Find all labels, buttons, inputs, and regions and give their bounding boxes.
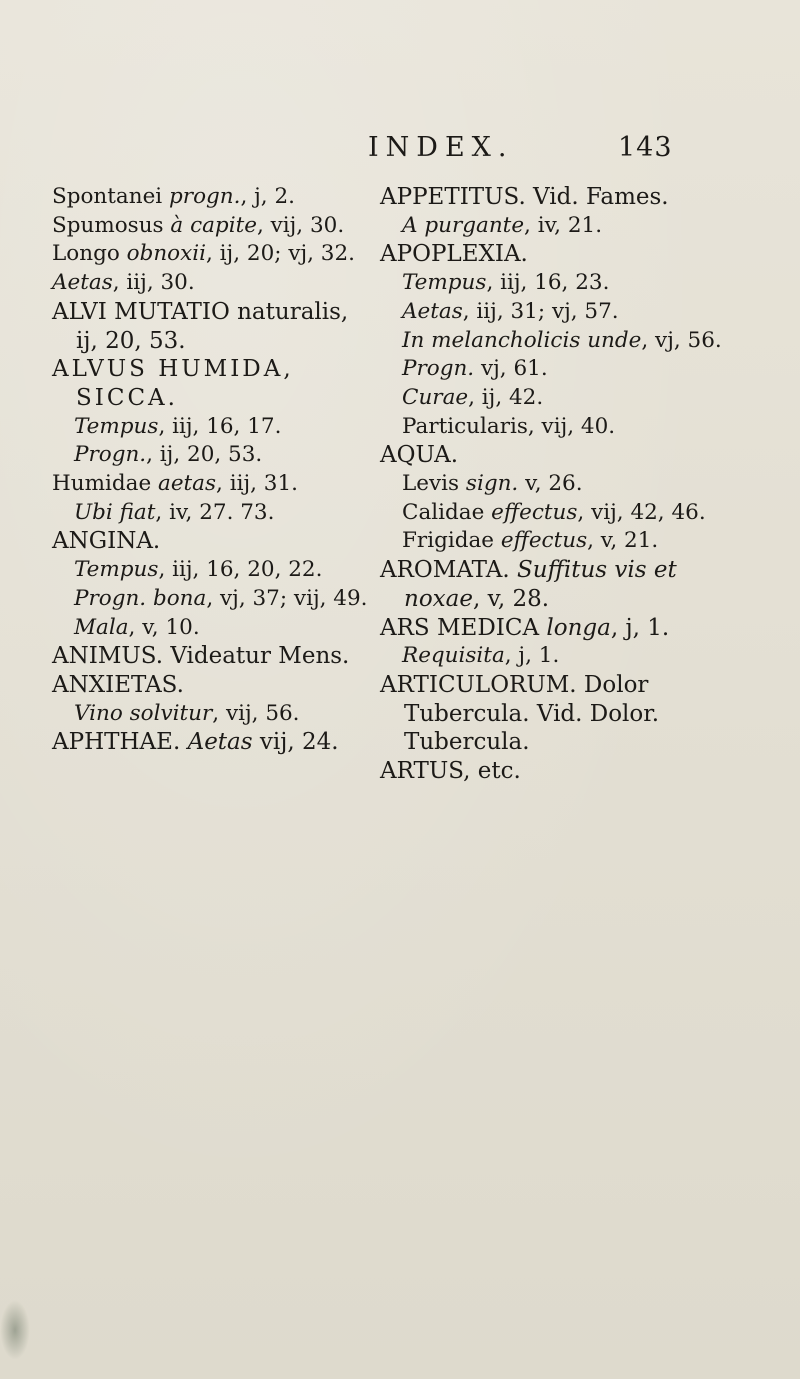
italic-term: sign. <box>465 471 519 497</box>
entry-text: Humidae <box>52 471 158 497</box>
entry-text: Particularis, vij, 40. <box>402 413 616 439</box>
entry-text: , ij, 42. <box>468 384 544 410</box>
entry-text: AROMATA. <box>380 557 518 584</box>
index-subentry <box>52 240 372 269</box>
italic-term: Requisita <box>402 643 505 669</box>
index-heading-entry <box>380 183 760 212</box>
italic-term: progn. <box>169 184 241 209</box>
index-subentry <box>52 441 372 470</box>
index-subentry <box>380 384 760 413</box>
index-heading-entry <box>52 671 372 700</box>
entry-text: , iij, 31; vj, 57. <box>462 298 619 324</box>
entry-text: , vij, 42, 46. <box>577 499 706 525</box>
italic-term: Aetas <box>402 298 463 324</box>
italic-term: à capite <box>170 212 257 238</box>
index-subentry <box>380 413 760 442</box>
italic-term: Tempus <box>402 270 487 296</box>
entry-text: Spontanei <box>52 184 170 209</box>
entry-text: v, 26. <box>518 471 583 497</box>
entry-text: , iij, 16, 17. <box>158 413 282 439</box>
index-heading-entry <box>380 556 760 613</box>
index-heading-entry <box>52 642 372 671</box>
index-subentry <box>380 527 760 556</box>
italic-term: Progn. <box>74 442 147 468</box>
italic-term: A purgante <box>402 212 525 238</box>
entry-text: , iv, 27. 73. <box>155 499 275 525</box>
italic-term: In melancholicis unde <box>402 327 642 353</box>
italic-term: effectus <box>491 499 578 525</box>
left-index-column <box>52 183 372 757</box>
entry-text: , iv, 21. <box>524 212 603 238</box>
page-number: 143 <box>618 132 673 163</box>
index-heading-entry <box>52 728 372 757</box>
index-subentry <box>52 499 372 528</box>
entry-text: , v, 10. <box>128 614 200 640</box>
entry-text: vj, 61. <box>474 356 548 382</box>
italic-term: longa <box>546 614 611 641</box>
italic-term: Aetas <box>52 270 113 296</box>
index-subentry <box>380 269 760 298</box>
entry-text: APPETITUS. Vid. Fames. <box>380 184 669 210</box>
entry-text: , iij, 16, 20, 22. <box>158 557 323 583</box>
italic-term: obnoxii <box>126 241 207 267</box>
index-subentry <box>380 212 760 241</box>
index-heading-entry <box>52 298 372 355</box>
italic-term: aetas <box>158 471 217 497</box>
entry-text: , vj, 37; vij, 49. <box>206 585 368 611</box>
entry-text: ARTICULORUM. Dolor Tubercula. Vid. Dolor. Tubercula. <box>380 671 660 756</box>
entry-text: , j, 2. <box>240 184 295 209</box>
index-subentry <box>52 585 372 614</box>
entry-text: , j, 1. <box>610 614 670 641</box>
entry-text: Calidae <box>402 499 492 525</box>
index-heading-entry <box>52 355 372 412</box>
index-subentry <box>380 298 760 327</box>
index-subentry <box>380 355 760 384</box>
italic-term: Aetas <box>187 729 253 756</box>
entry-text: ANXIETAS. <box>52 671 184 698</box>
index-heading-entry <box>380 240 760 269</box>
italic-term: Tempus <box>74 557 159 583</box>
index-subentry <box>380 642 760 671</box>
entry-text: , ij, 20, 53. <box>146 442 263 468</box>
index-heading-entry <box>380 614 760 643</box>
italic-term: Tempus <box>74 413 159 439</box>
entry-text: ARS MEDICA <box>380 614 547 641</box>
entry-text: APHTHAE. <box>52 729 188 756</box>
index-subentry <box>380 499 760 528</box>
entry-text: ANGINA. <box>52 528 161 555</box>
entry-text: , v, 21. <box>587 528 659 554</box>
index-subentry <box>52 183 372 212</box>
index-subentry <box>52 556 372 585</box>
index-subentry <box>52 700 372 729</box>
entry-text: Frigidae <box>402 528 501 554</box>
italic-term: Mala <box>74 614 129 640</box>
index-title: INDEX. <box>368 132 514 163</box>
italic-term: Progn. bona <box>74 585 207 611</box>
index-subentry <box>52 470 372 499</box>
index-subentry <box>52 212 372 241</box>
index-heading-entry <box>380 441 760 470</box>
entry-text: , vij, 30. <box>256 212 345 238</box>
entry-text: Longo <box>52 241 127 267</box>
entry-text: ANIMUS. Videatur Mens. <box>52 643 350 670</box>
right-index-column <box>380 183 760 786</box>
index-heading-entry <box>52 527 372 556</box>
entry-text: , v, 28. <box>472 585 550 612</box>
italic-term: Suffitus vis et noxae <box>404 557 677 612</box>
entry-text: , iij, 16, 23. <box>486 270 610 296</box>
entry-text: , iij, 30. <box>112 270 195 296</box>
entry-text: , iij, 31. <box>216 471 298 497</box>
entry-text: , ij, 20; vj, 32. <box>206 241 356 267</box>
index-heading-entry <box>380 671 760 757</box>
entry-text: AQUA. <box>380 442 459 469</box>
index-subentry <box>380 470 760 499</box>
index-subentry <box>52 269 372 298</box>
italic-term: Progn. <box>402 356 475 382</box>
index-heading-entry <box>380 757 760 786</box>
italic-term: Curae <box>402 384 469 410</box>
entry-text: ALVI MUTATIO naturalis, ij, 20, 53. <box>52 298 349 354</box>
page-stain <box>0 1300 30 1360</box>
index-subentry <box>52 413 372 442</box>
entry-text: , j, 1. <box>504 643 560 669</box>
entry-text: , vij, 56. <box>212 700 300 726</box>
entry-text: , vj, 56. <box>641 327 722 353</box>
entry-text: ALVUS HUMIDA, SICCA. <box>52 356 294 411</box>
index-subentry <box>380 327 760 356</box>
entry-text: Spumosus <box>52 212 171 238</box>
entry-text: vij, 24. <box>252 729 339 756</box>
entry-text: APOPLEXIA. <box>380 241 528 268</box>
italic-term: effectus <box>500 528 588 554</box>
entry-text: Levis <box>402 471 466 497</box>
italic-term: Ubi fiat <box>74 499 156 525</box>
italic-term: Vino solvitur <box>74 700 213 726</box>
index-subentry <box>52 614 372 643</box>
entry-text: ARTUS, etc. <box>380 758 521 785</box>
running-head <box>0 132 800 172</box>
